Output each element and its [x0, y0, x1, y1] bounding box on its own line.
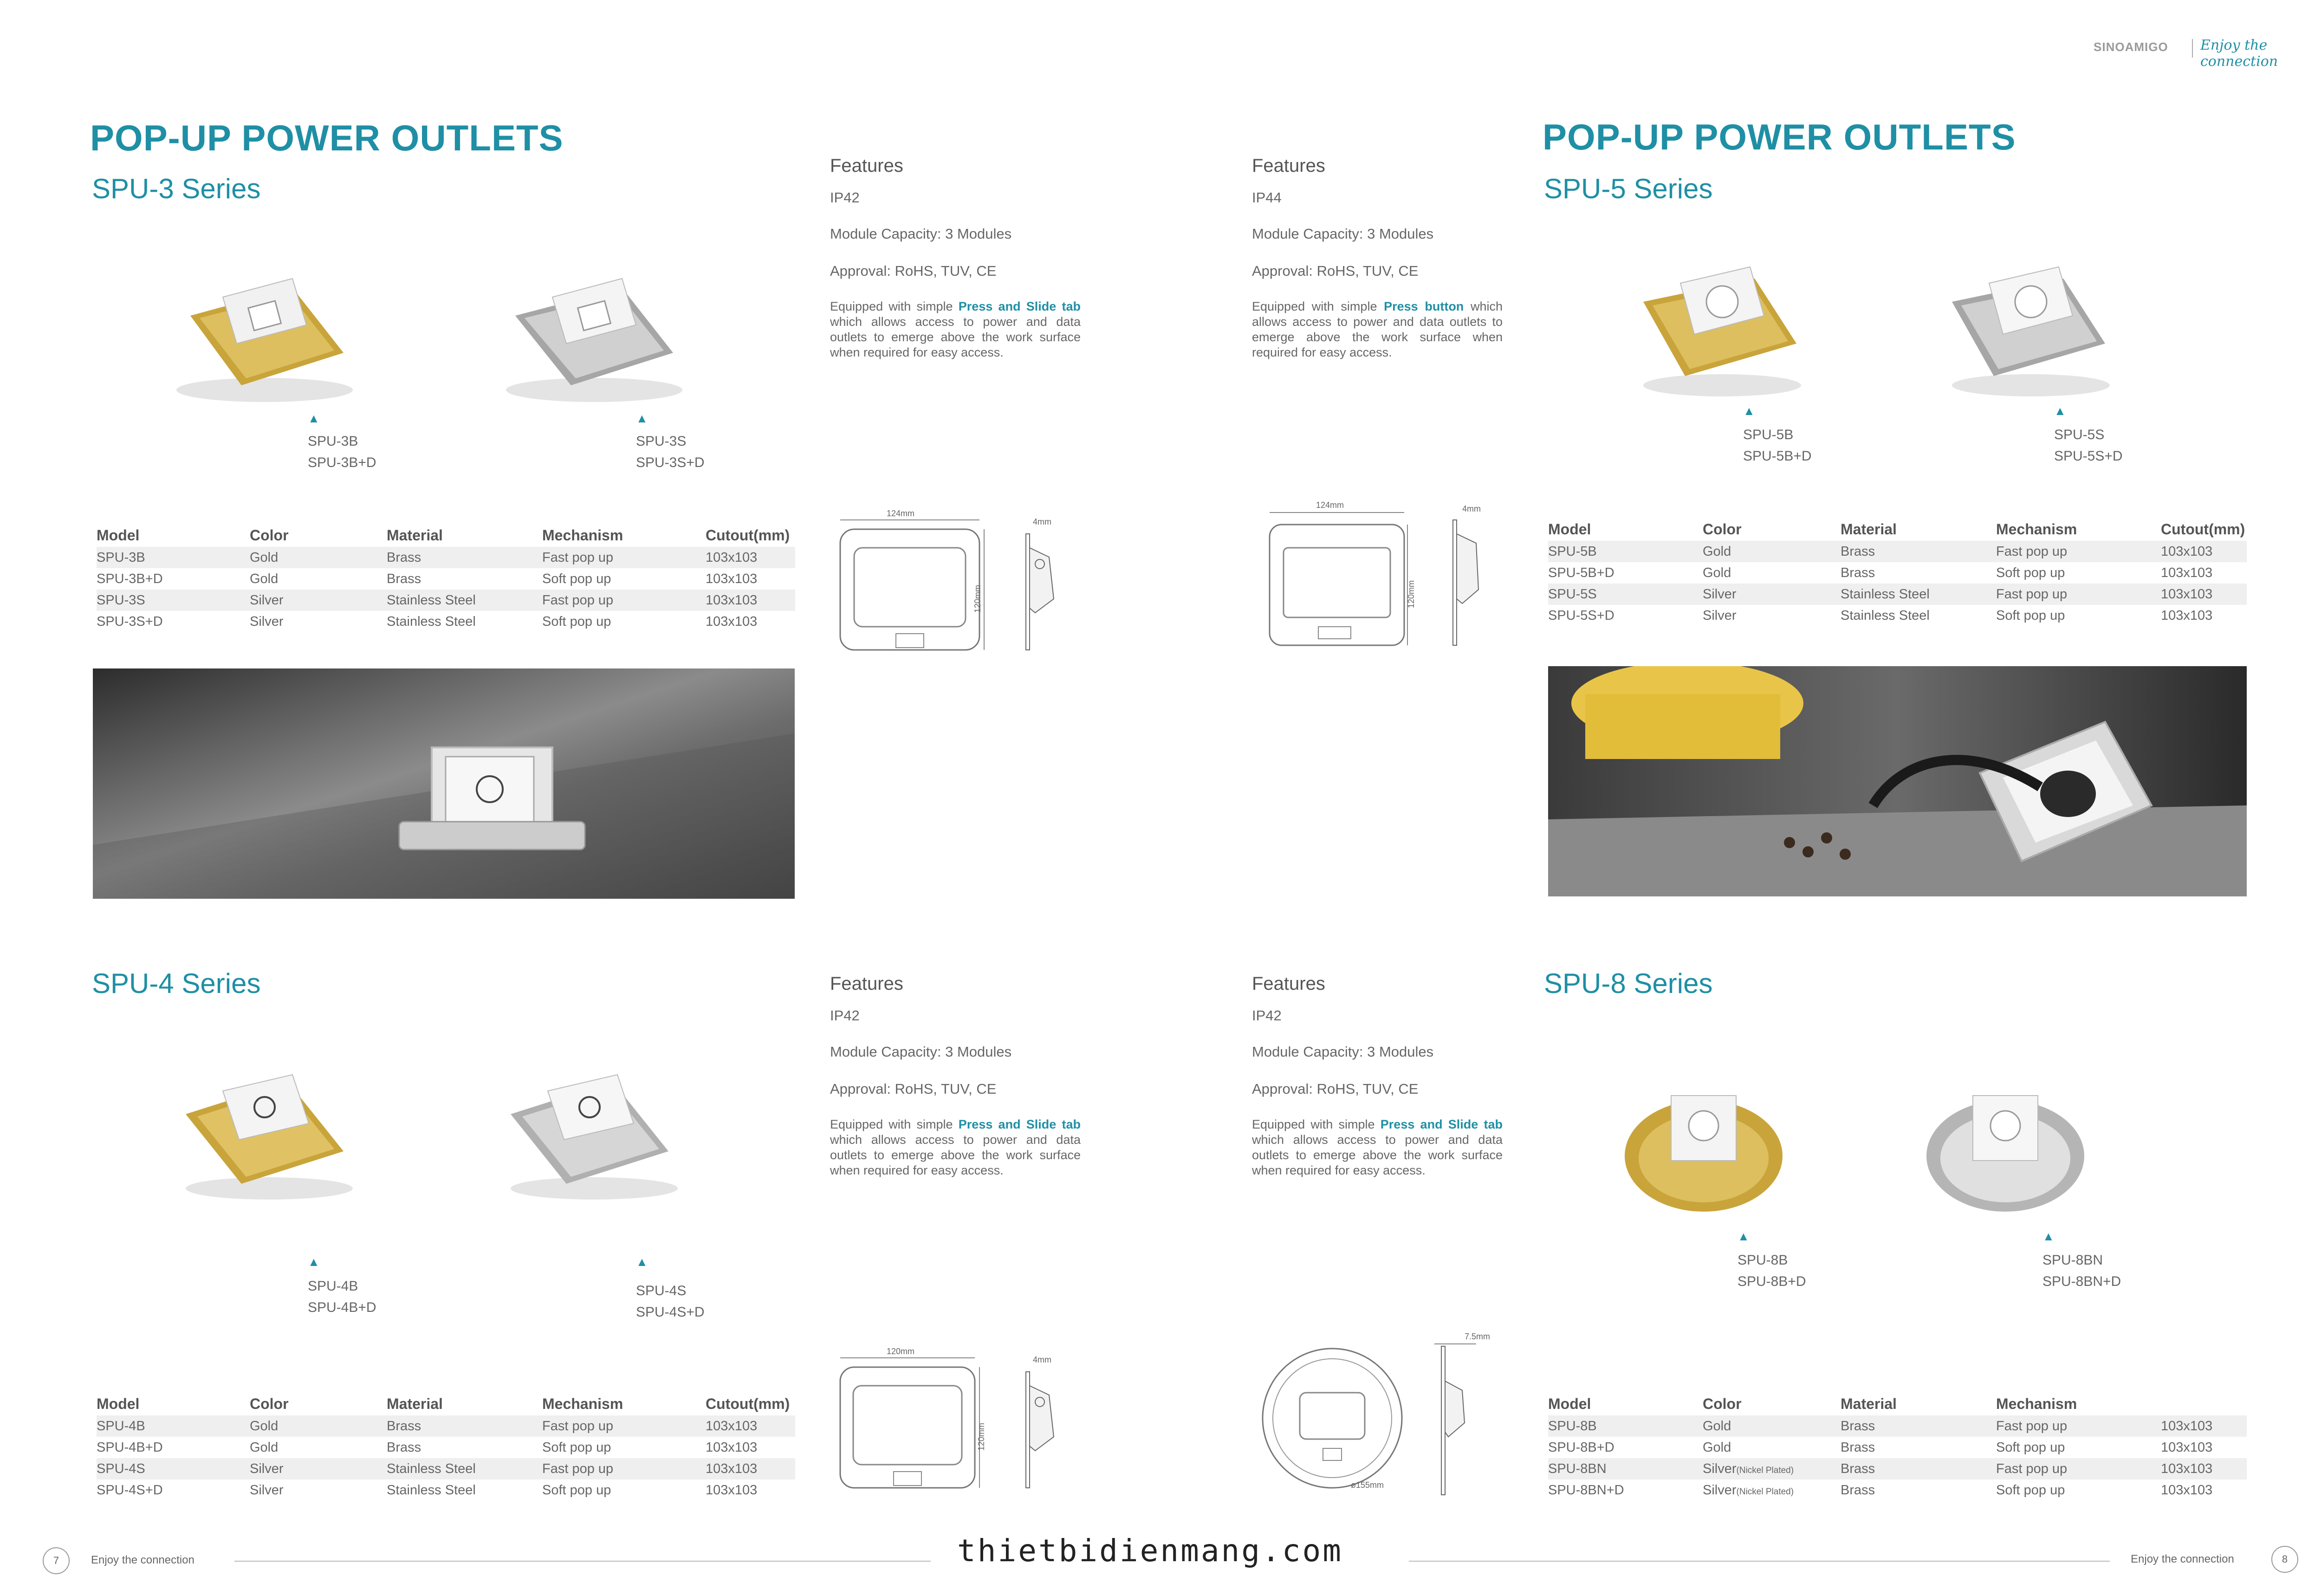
- spu8-series-title: SPU-8 Series: [1544, 968, 1713, 999]
- svg-text:4mm: 4mm: [1462, 504, 1481, 513]
- spu5-silver-product-image: [1943, 251, 2119, 402]
- table-row: SPU-5S Silver Stainless Steel Fast pop up 103x103: [1548, 584, 2247, 605]
- spu3-dimension-drawing: [836, 506, 1114, 662]
- table-row: SPU-5B Gold Brass Fast pop up 103x103: [1548, 541, 2247, 562]
- spu5-dimension-drawing: [1258, 497, 1537, 657]
- spu4-silver-labels: SPU-4S SPU-4S+D: [636, 1283, 705, 1320]
- table-row: SPU-8B+D Gold Brass Soft pop up 103x103: [1548, 1440, 2213, 1455]
- svg-text:124mm: 124mm: [887, 509, 915, 518]
- table-row: SPU-5S+D Silver Stainless Steel Soft pop up 103x103: [1548, 608, 2213, 623]
- table-row: SPU-5B+D Gold Brass Soft pop up 103x103: [1548, 565, 2213, 580]
- table-row: SPU-3S Silver Stainless Steel Fast pop up 103x103: [97, 590, 795, 611]
- svg-text:ø155mm: ø155mm: [1351, 1480, 1384, 1490]
- spu8-gold-labels: SPU-8B SPU-8B+D: [1738, 1252, 1806, 1289]
- left-footer-text: Enjoy the connection: [91, 1554, 194, 1566]
- spu5-spec-table: [1548, 516, 2247, 626]
- spu3-spec-table: [97, 522, 795, 632]
- spu8-dimension-drawing: [1258, 1325, 1518, 1504]
- spu4-gold-labels: SPU-4B SPU-4B+D: [308, 1278, 376, 1315]
- table-row: SPU-8B Gold Brass Fast pop up 103x103: [1548, 1415, 2247, 1437]
- spu4-series-title: SPU-4 Series: [92, 968, 261, 999]
- spu5-series-title: SPU-5 Series: [1544, 173, 1713, 204]
- brand-tagline: Enjoy the connection: [2200, 37, 2278, 70]
- spu4-silver-product-image: [501, 1054, 687, 1209]
- watermark: thietbidienmang.com: [957, 1533, 1343, 1569]
- triangle-marker-icon: ▲: [636, 1255, 648, 1269]
- triangle-marker-icon: ▲: [1743, 404, 1755, 418]
- spu8-silver-product-image: [1922, 1082, 2089, 1219]
- table-row: SPU-4S+D Silver Stainless Steel Soft pop up 103x103: [97, 1482, 758, 1498]
- spu8-features: Features IP42 Module Capacity: 3 Modules Approval: RoHS, TUV, CE Equipped with simple Press and Slide tab which allows access to power and data outlets to emerge above the work surface when required for easy access.: [1252, 973, 1503, 1177]
- table-row: SPU-8BN+D Silver(Nickel Plated) Brass Soft pop up 103x103: [1548, 1482, 2213, 1498]
- table-header-row: Model Color Material Mechanism Cutout(mm): [97, 527, 790, 544]
- left-footer-rule: [234, 1561, 931, 1562]
- triangle-marker-icon: ▲: [308, 411, 320, 425]
- spu3-features: Features IP42 Module Capacity: 3 Modules Approval: RoHS, TUV, CE Equipped with simple Press and Slide tab which allows access to power and data outlets to emerge above the work surface when required for easy access.: [830, 156, 1081, 359]
- right-page-title: POP-UP POWER OUTLETS: [1543, 117, 2016, 157]
- spu3-gold-labels: SPU-3B SPU-3B+D: [308, 434, 376, 470]
- table-row: SPU-8BN Silver(Nickel Plated) Brass Fast pop up 103x103: [1548, 1458, 2247, 1479]
- spu5-features: Features IP44 Module Capacity: 3 Modules Approval: RoHS, TUV, CE Equipped with simple Press button which allows access to power and data outlets to emerge above the work surface when required for easy access.: [1252, 156, 1503, 359]
- triangle-marker-icon: ▲: [636, 411, 648, 425]
- triangle-marker-icon: ▲: [308, 1255, 320, 1269]
- spu5-gold-product-image: [1634, 251, 1810, 402]
- table-row: SPU-4S Silver Stainless Steel Fast pop up 103x103: [97, 1458, 795, 1479]
- spu8-spec-table: [1548, 1391, 2247, 1501]
- spu8-gold-product-image: [1620, 1082, 1787, 1219]
- table-header-row: Model Color Material Mechanism Cutout(mm): [97, 1395, 790, 1412]
- svg-text:120mm: 120mm: [973, 584, 982, 613]
- svg-text:4mm: 4mm: [1033, 517, 1051, 526]
- right-page-number: 8: [2271, 1546, 2298, 1573]
- table-row: SPU-3S+D Silver Stainless Steel Soft pop up 103x103: [97, 614, 758, 629]
- svg-text:120mm: 120mm: [887, 1347, 915, 1356]
- spu4-features: Features IP42 Module Capacity: 3 Modules Approval: RoHS, TUV, CE Equipped with simple Press and Slide tab which allows access to power and data outlets to emerge above the work surface when required for easy access.: [830, 973, 1081, 1177]
- brand-logo: SINOAMIGO: [2094, 40, 2168, 54]
- right-footer-rule: [1409, 1561, 2110, 1562]
- spu5-silver-labels: SPU-5S SPU-5S+D: [2054, 427, 2123, 464]
- table-row: SPU-4B Gold Brass Fast pop up 103x103: [97, 1415, 795, 1437]
- table-row: SPU-3B Gold Brass Fast pop up 103x103: [97, 547, 795, 568]
- brand-divider: [2192, 39, 2193, 58]
- spu4-gold-product-image: [176, 1054, 362, 1209]
- svg-text:124mm: 124mm: [1316, 500, 1344, 510]
- table-row: SPU-4B+D Gold Brass Soft pop up 103x103: [97, 1440, 758, 1455]
- triangle-marker-icon: ▲: [2054, 404, 2066, 418]
- table-header-row: Model Color Material Mechanism: [1548, 1395, 2077, 1412]
- svg-text:4mm: 4mm: [1033, 1355, 1051, 1364]
- spu4-spec-table: [97, 1391, 795, 1501]
- left-page-number: 7: [43, 1547, 70, 1574]
- left-page-title: POP-UP POWER OUTLETS: [90, 117, 564, 158]
- spu3-series-title: SPU-3 Series: [92, 173, 261, 204]
- table-header-row: Model Color Material Mechanism Cutout(mm): [1548, 521, 2245, 538]
- spu3-gold-product-image: [172, 260, 362, 411]
- svg-text:120mm: 120mm: [1407, 580, 1416, 608]
- triangle-marker-icon: ▲: [1738, 1229, 1750, 1243]
- triangle-marker-icon: ▲: [2042, 1229, 2055, 1243]
- spu3-lifestyle-photo: [93, 668, 795, 899]
- svg-text:7.5mm: 7.5mm: [1465, 1332, 1491, 1341]
- spu8-silver-labels: SPU-8BN SPU-8BN+D: [2042, 1252, 2121, 1289]
- spu3-silver-product-image: [501, 260, 692, 411]
- spu5-gold-labels: SPU-5B SPU-5B+D: [1743, 427, 1812, 464]
- spu3-silver-labels: SPU-3S SPU-3S+D: [636, 434, 705, 470]
- svg-text:120mm: 120mm: [977, 1422, 986, 1451]
- table-row: SPU-3B+D Gold Brass Soft pop up 103x103: [97, 571, 758, 586]
- spu5-lifestyle-photo: [1548, 666, 2247, 896]
- right-footer-text: Enjoy the connection: [2131, 1553, 2234, 1565]
- spu4-dimension-drawing: [836, 1344, 1114, 1499]
